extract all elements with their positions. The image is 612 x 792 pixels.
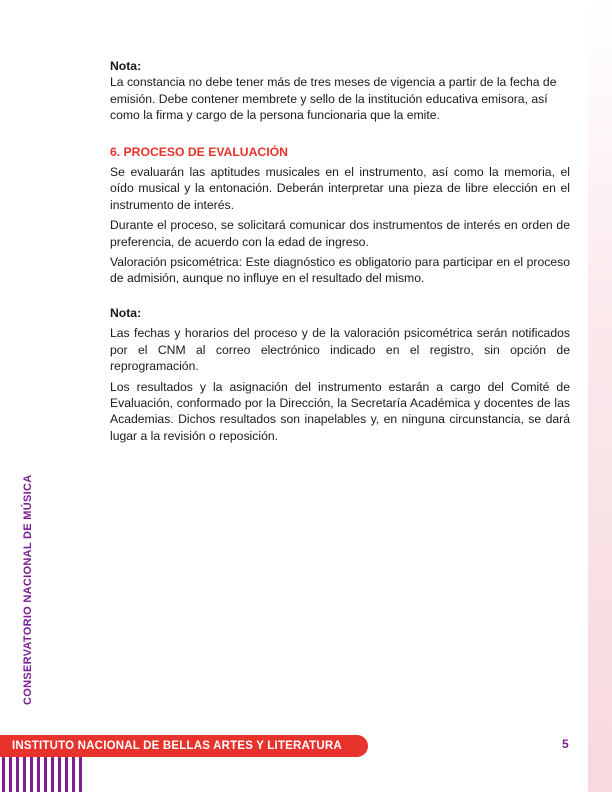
vertical-institution-title: CONSERVATORIO NACIONAL DE MÚSICA: [22, 474, 34, 705]
page-number: 5: [562, 737, 569, 751]
note-text: La constancia no debe tener más de tres meses de vigencia a partir de la fecha de emisión. Debe contener membrete y sello de la institución educativa emisora, así como la firma y cargo de la persona funcionaria que la emite.: [110, 75, 557, 123]
note-label: Nota:: [110, 305, 142, 320]
section-paragraph: Valoración psicométrica: Este diagnóstico es obligatorio para participar en el proceso de admisión, aunque no influye en el resultado del mismo.: [110, 255, 570, 286]
note-paragraph: Los resultados y la asignación del instrumento estarán a cargo del Comité de Evaluación, conformado por la Dirección, la Secretaría Académica y docentes de las Academias. Dichos resultados son inapelables y, en ninguna circunstancia, se dará lugar a la revisión o reposición.: [110, 379, 570, 443]
section-title: 6. PROCESO DE EVALUACIÓN: [110, 144, 288, 159]
section-paragraph: Durante el proceso, se solicitará comunicar dos instrumentos de interés en orden de preferencia, de acuerdo con la edad de ingreso.: [110, 218, 570, 249]
footer-institution-name: INSTITUTO NACIONAL DE BELLAS ARTES Y LITERATURA: [12, 740, 342, 752]
note-block-2: [110, 305, 570, 444]
note-paragraph: Las fechas y horarios del proceso y de la valoración psicométrica serán notificados por el CNM al correo electrónico indicado en el registro, sin opción de reprogramación.: [110, 326, 570, 374]
note-label: Nota:: [110, 59, 142, 73]
decorative-stripes: [0, 757, 90, 792]
note-block-1: [110, 58, 570, 124]
footer-banner: [0, 735, 368, 757]
decorative-side-band: [588, 0, 612, 792]
page-content: [110, 58, 570, 444]
section-paragraph: Se evaluarán las aptitudes musicales en el instrumento, así como la memoria, el oído musical y la entonación. Deberán interpretar una pieza de libre elección en el instrumento de interés.: [110, 165, 570, 212]
